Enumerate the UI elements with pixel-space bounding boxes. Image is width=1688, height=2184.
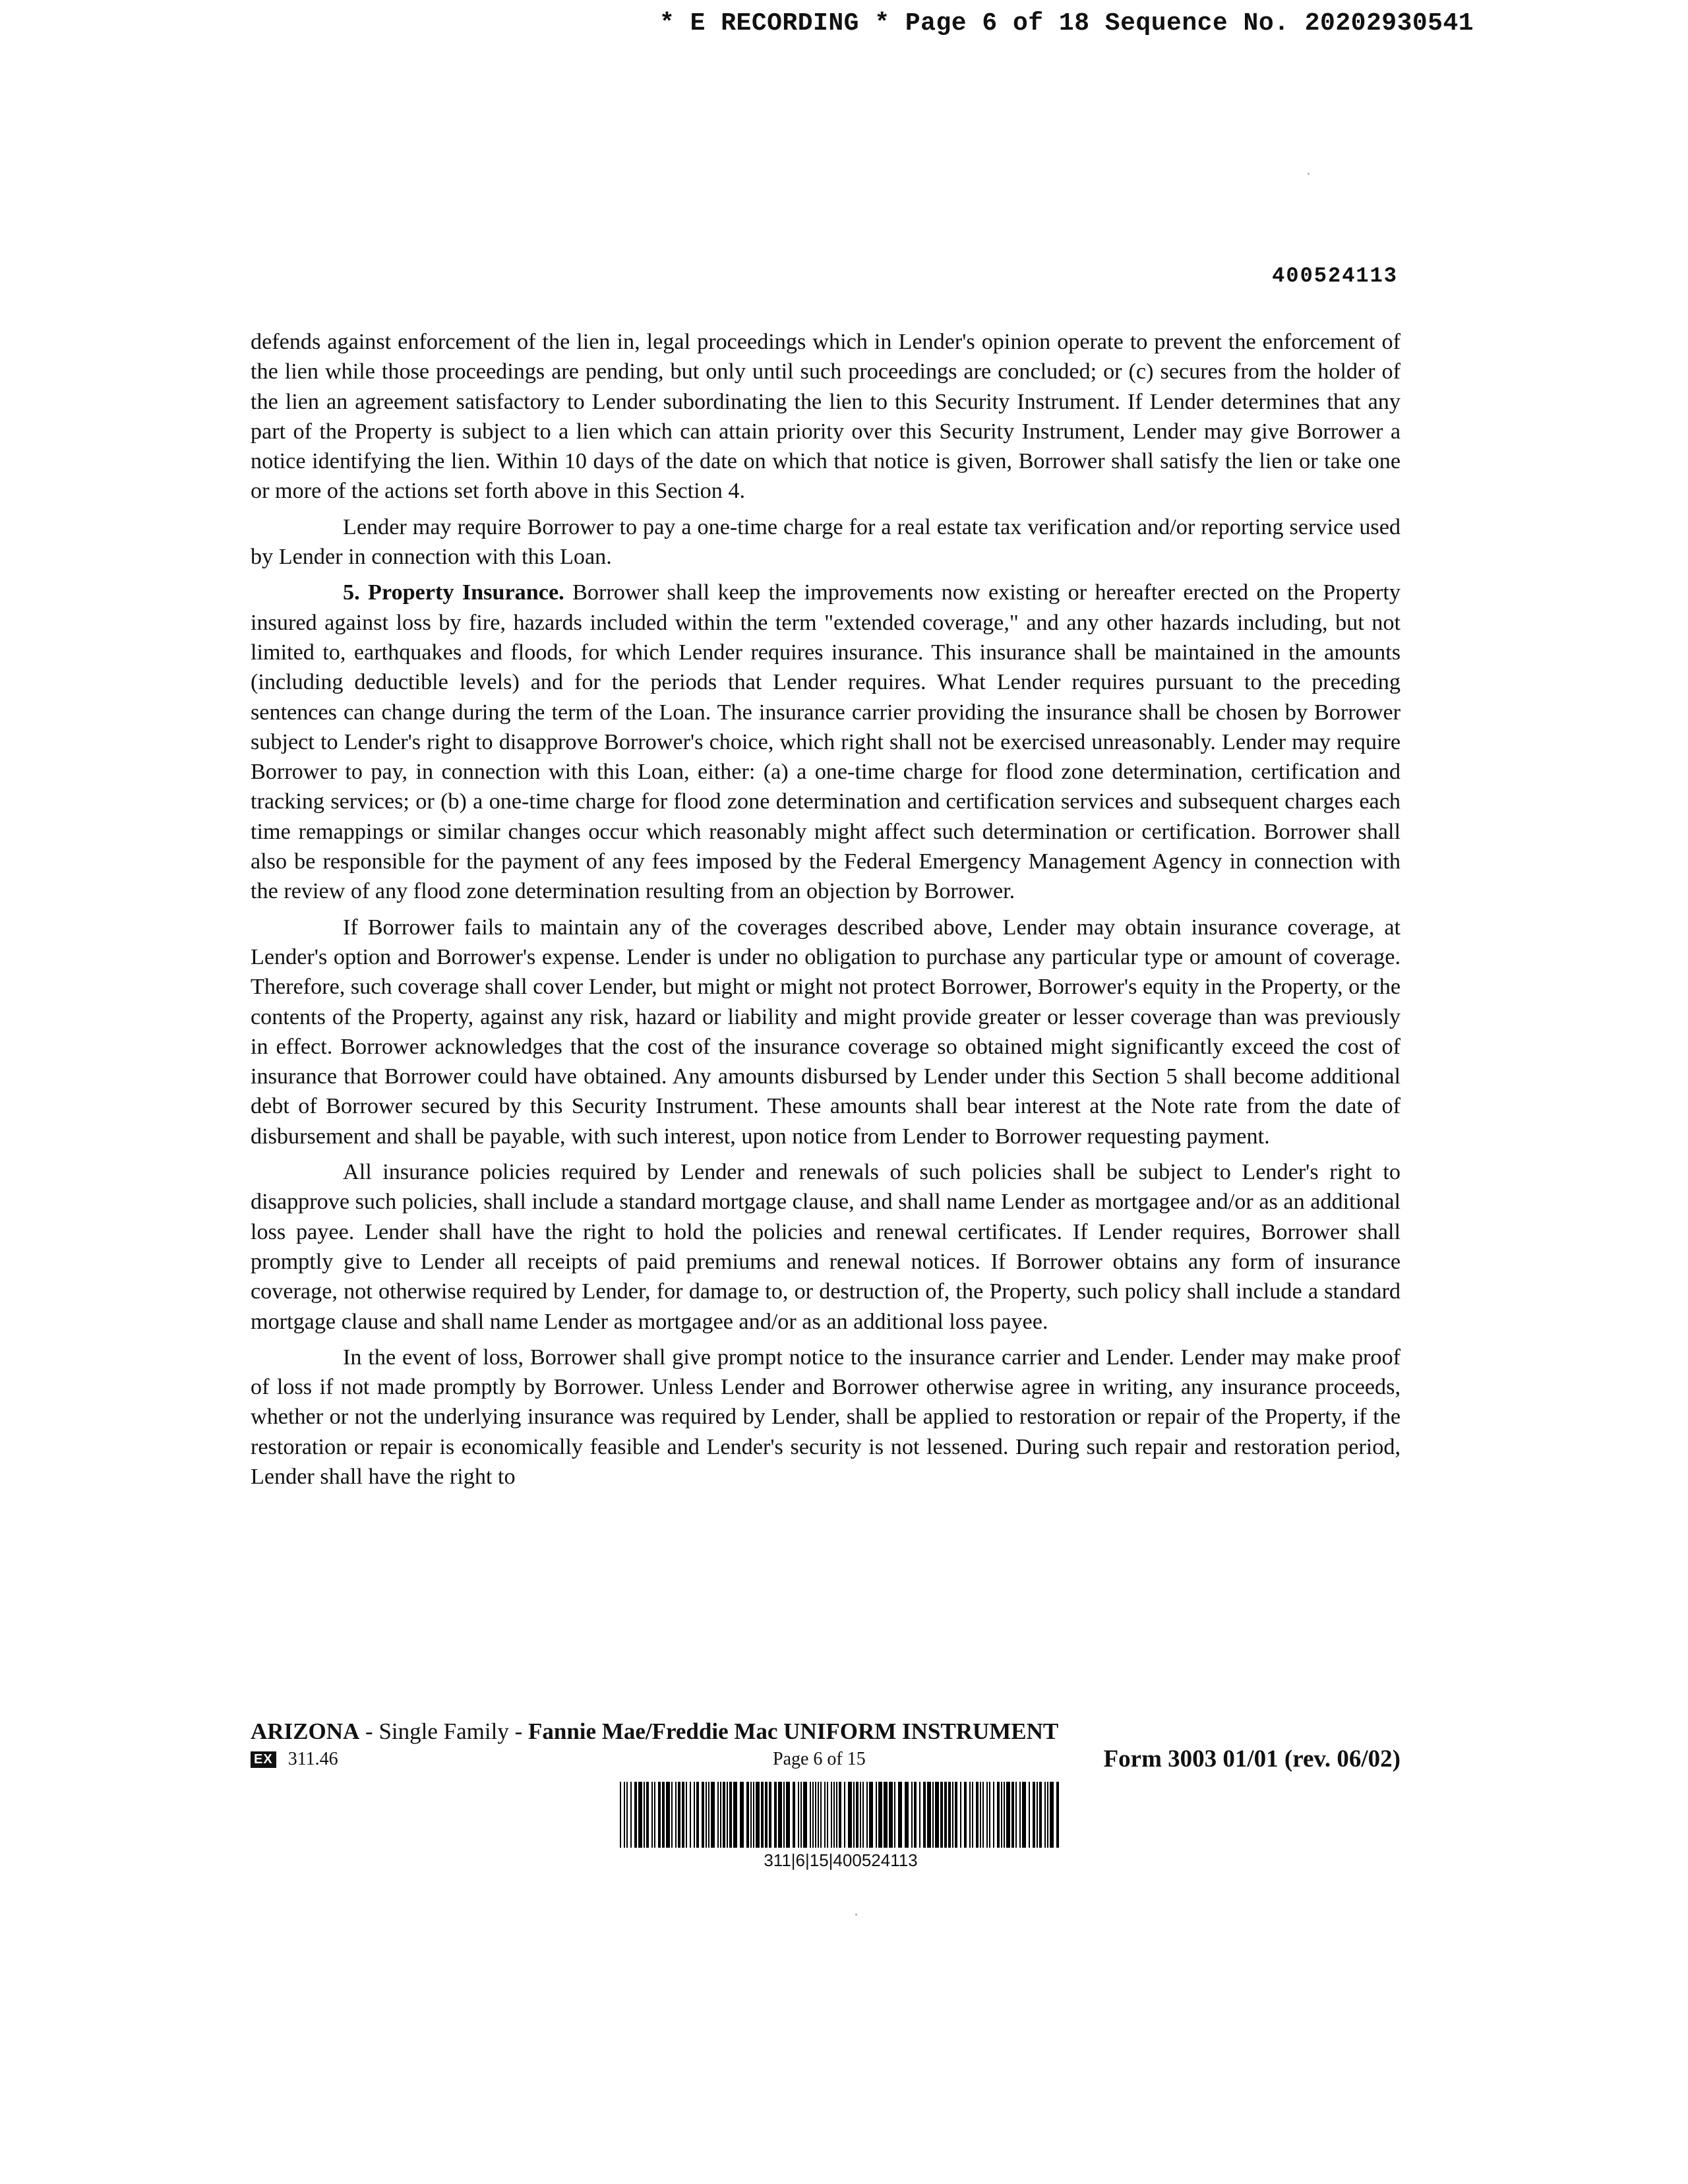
- barcode-bar: [630, 1782, 632, 1848]
- barcode-bar: [964, 1782, 967, 1848]
- barcode-bar: [969, 1782, 971, 1848]
- barcode-bar: [1004, 1782, 1005, 1848]
- barcode-bar: [717, 1782, 719, 1848]
- footer-instrument-line: [251, 1717, 1401, 1746]
- barcode-bar: [818, 1782, 819, 1848]
- barcode-bar: [690, 1782, 691, 1848]
- barcode-bar: [923, 1782, 926, 1848]
- barcode-bar: [948, 1782, 951, 1848]
- section-5-heading: 5. Property Insurance.: [343, 580, 564, 605]
- barcode-bar: [1011, 1782, 1014, 1848]
- barcode-bar: [836, 1782, 837, 1848]
- barcode-bar: [756, 1782, 760, 1848]
- barcode-bar: [761, 1782, 764, 1848]
- barcode-bar: [686, 1782, 687, 1848]
- barcode-bar: [750, 1782, 752, 1848]
- barcode-bar: [803, 1782, 807, 1848]
- barcode-bar: [1019, 1782, 1021, 1848]
- barcode-bar: [786, 1782, 790, 1848]
- barcode-bar: [1022, 1782, 1026, 1848]
- barcode-bar: [935, 1782, 939, 1848]
- barcode-bar: [952, 1782, 953, 1848]
- barcode-bar: [1039, 1782, 1042, 1848]
- barcode-bar: [889, 1782, 893, 1848]
- barcode-bar: [878, 1782, 882, 1848]
- barcode-bar: [723, 1782, 725, 1848]
- barcode-bar: [798, 1782, 799, 1848]
- barcode-bar: [696, 1782, 699, 1848]
- paragraph-event-of-loss: In the event of loss, Borrower shall give prompt notice to the insurance carrier and Lender. Lender may make proof of loss if not made promptly by Borrower. Unless Lender and Borrower otherwise agree in writing, any insurance proceeds, whether or not the underlying insurance was required by Lender, shall be applied to restoration or repair of the Property, if the restoration or repair is economically feasible and Lender's security is not lessened. During such repair and restoration period, Lender shall have the right to: [251, 1345, 1401, 1489]
- section-5-text: Borrower shall keep the improvements now existing or hereafter erected on the Property insured against loss by fire, hazards included within the term "extended coverage," and any other hazards including, but not limited to, earthquakes and floods, for which Lender requires insurance. This insurance shall be maintained in the amounts (including deductible levels) and for the periods that Lender requires. What Lender requires pursuant to the preceding sentences can change during the term of the Loan. The insurance carrier providing the insurance shall be chosen by Borrower subject to Lender's right to disapprove Borrower's choice, which right shall not be exercised unreasonably. Lender may require Borrower to pay, in connection with this Loan, either: (a) a one-time charge for flood zone determination, certification and tracking services; or (b) a one-time charge for flood zone determination and certification services and subsequent charges each time remappings or similar changes occur which reasonably might affect such determination or certification. Borrower shall also be responsible for the payment of any fees imposed by the Federal Emergency Management Agency in connection with the review of any flood zone determination resulting from an objection by Borrower.: [251, 580, 1401, 904]
- barcode-bar: [844, 1782, 845, 1848]
- barcode-bar: [682, 1782, 684, 1848]
- barcode-bar: [876, 1782, 877, 1848]
- barcode-bar: [666, 1782, 670, 1848]
- paragraph-property-insurance: [251, 578, 1401, 906]
- footer-form-line: [251, 1746, 1401, 1779]
- barcode-bar: [1050, 1782, 1054, 1848]
- page-number: Page 6 of 15: [773, 1749, 866, 1769]
- barcode-bar: [654, 1782, 655, 1848]
- barcode-bar: [1006, 1782, 1010, 1848]
- form-number: Form 3003 01/01 (rev. 06/02): [1103, 1745, 1401, 1773]
- barcode-bar: [812, 1782, 814, 1848]
- barcode-bar: [626, 1782, 628, 1848]
- barcode-bar: [960, 1782, 961, 1848]
- barcode-bar: [733, 1782, 737, 1848]
- form-code-number: 311.46: [287, 1749, 338, 1769]
- barcode-bar: [839, 1782, 841, 1848]
- barcode-bar: [646, 1782, 649, 1848]
- barcode-bar: [944, 1782, 947, 1848]
- barcode-bar: [831, 1782, 832, 1848]
- barcode-bar: [651, 1782, 653, 1848]
- barcode-bar: [708, 1782, 709, 1848]
- barcode-bar: [793, 1782, 795, 1848]
- barcode-bar: [769, 1782, 771, 1848]
- paragraph-tax-verification: Lender may require Borrower to pay a one-time charge for a real estate tax verification and/or reporting service used by Lender in connection with this Loan.: [251, 514, 1401, 570]
- barcode-bar: [702, 1782, 704, 1848]
- barcode-bar: [919, 1782, 920, 1848]
- barcode-bar: [898, 1782, 902, 1848]
- barcode-bar: [675, 1782, 677, 1848]
- barcode-bar: [800, 1782, 802, 1848]
- barcode-bar: [982, 1782, 984, 1848]
- document-body: [251, 327, 1401, 1498]
- barcode-bar: [997, 1782, 1000, 1848]
- barcode-bar: [727, 1782, 728, 1848]
- barcode-bar: [658, 1782, 661, 1848]
- barcode-bar: [927, 1782, 931, 1848]
- barcode-bar: [706, 1782, 707, 1848]
- barcode-bar: [955, 1782, 957, 1848]
- barcode-bar: [620, 1782, 621, 1848]
- barcode-bar: [866, 1782, 868, 1848]
- barcode-bar: [1056, 1782, 1059, 1848]
- barcode-bar: [694, 1782, 695, 1848]
- barcode-bar: [1047, 1782, 1048, 1848]
- barcode-bar: [940, 1782, 943, 1848]
- barcode-bar: [740, 1782, 744, 1848]
- barcode-bar: [972, 1782, 973, 1848]
- barcode-bar: [993, 1782, 994, 1848]
- barcode-bar: [911, 1782, 913, 1848]
- barcode-bar: [644, 1782, 645, 1848]
- barcode-bar: [986, 1782, 988, 1848]
- barcode-bar: [783, 1782, 785, 1848]
- barcode-bar: [765, 1782, 768, 1848]
- barcode-bar: [1029, 1782, 1030, 1848]
- barcode-bar: [860, 1782, 861, 1848]
- barcode-bar: [671, 1782, 673, 1848]
- barcode-bar: [905, 1782, 909, 1848]
- form-code: [251, 1749, 338, 1770]
- barcode-bar: [827, 1782, 828, 1848]
- paragraph-insurance-policies: All insurance policies required by Lender and renewals of such policies shall be subject to Lender's right to disapprove such policies, shall include a standard mortgage clause, and shall name Lender as mortgagee and/or as an additional loss payee. Lender shall have the right to hold the policies and renewal certificates. If Lender requires, Borrower shall promptly give to Lender all receipts of paid premiums and renewal notices. If Borrower obtains any form of insurance coverage, not otherwise required by Lender, for damage to, or destruction of, the Property, such policy shall include a standard mortgage clause and shall name Lender as mortgagee and/or as an additional loss payee.: [251, 1160, 1401, 1334]
- barcode-bar: [774, 1782, 777, 1848]
- barcode-bar: [989, 1782, 990, 1848]
- footer-separator: - Single Family -: [359, 1718, 528, 1744]
- barcode-bar: [1037, 1782, 1038, 1848]
- barcode-bar: [1044, 1782, 1046, 1848]
- footer-state: ARIZONA: [251, 1718, 360, 1744]
- barcode-bar: [753, 1782, 754, 1848]
- footer-instrument-name: Fannie Mae/Freddie Mac UNIFORM INSTRUMENT: [528, 1718, 1059, 1744]
- paragraph-coverage-failure: If Borrower fails to maintain any of the coverages described above, Lender may obtain insurance coverage, at Lender's option and Borrower's expense. Lender is under no obligation to purchase any particular type or amount of coverage. Therefore, such coverage shall cover Lender, but might or might not protect Borrower, Borrower's equity in the Property, or the contents of the Property, against any risk, hazard or liability and might provide greater or lesser coverage than was previously in effect. Borrower acknowledges that the cost of the insurance coverage so obtained might significantly exceed the cost of insurance that Borrower could have obtained. Any amounts disbursed by Lender under this Section 5 shall become additional debt of Borrower secured by this Security Instrument. These amounts shall bear interest at the Note rate from the date of disbursement and shall be payable, with such interest, upon notice from Lender to Borrower requesting payment.: [251, 915, 1401, 1149]
- barcode-bar: [638, 1782, 642, 1848]
- scan-speck: [1308, 173, 1310, 175]
- barcode-bar: [815, 1782, 816, 1848]
- barcode-bar: [853, 1782, 855, 1848]
- barcode-bar: [711, 1782, 715, 1848]
- barcode-bar: [884, 1782, 888, 1848]
- barcode-bar: [729, 1782, 732, 1848]
- paragraph-lien-continuation: defends against enforcement of the lien in, legal proceedings which in Lender's opinion operate to prevent the enforcement of the lien while those proceedings are pending, but only until such proceedings are concluded; or (c) secures from the holder of the lien an agreement satisfactory to Lender subordinating the lien to this Security Instrument. If Lender determines that any part of the Property is subject to a lien which can attain priority over this Security Instrument, Lender may give Borrower a notice identifying the lien. Within 10 days of the date on which that notice is given, Borrower shall satisfy the lien or take one or more of the actions set forth above in this Section 4.: [251, 330, 1401, 504]
- recording-header: * E RECORDING * Page 6 of 18 Sequence No. 20202930541: [659, 9, 1474, 38]
- barcode-bar: [976, 1782, 979, 1848]
- barcode-bar: [856, 1782, 859, 1848]
- barcode-bar: [820, 1782, 822, 1848]
- barcode-bar: [810, 1782, 811, 1848]
- barcode-bar: [746, 1782, 749, 1848]
- form-badge-icon: EX: [251, 1751, 276, 1768]
- barcode-icon: [620, 1782, 1062, 1848]
- scan-speck: [855, 1914, 857, 1916]
- barcode-bar: [869, 1782, 873, 1848]
- form-footer: [251, 1717, 1401, 1779]
- barcode-text: 311|6|15|400524113: [764, 1850, 918, 1870]
- barcode-bar: [634, 1782, 637, 1848]
- barcode-bar: [894, 1782, 895, 1848]
- barcode-bar: [1001, 1782, 1002, 1848]
- barcode-bar: [932, 1782, 934, 1848]
- barcode-bar: [678, 1782, 680, 1848]
- barcode-bar: [662, 1782, 665, 1848]
- barcode-bar: [833, 1782, 835, 1848]
- barcode-bar: [624, 1782, 625, 1848]
- barcode-bar: [914, 1782, 917, 1848]
- loan-number: 400524113: [1272, 264, 1398, 288]
- barcode-bar: [848, 1782, 852, 1848]
- barcode-bar: [862, 1782, 864, 1848]
- barcode-bar: [778, 1782, 782, 1848]
- barcode-bar: [1015, 1782, 1017, 1848]
- barcode-bar: [980, 1782, 981, 1848]
- barcode-bar: [720, 1782, 721, 1848]
- barcode-bar: [1033, 1782, 1035, 1848]
- barcode-bar: [824, 1782, 826, 1848]
